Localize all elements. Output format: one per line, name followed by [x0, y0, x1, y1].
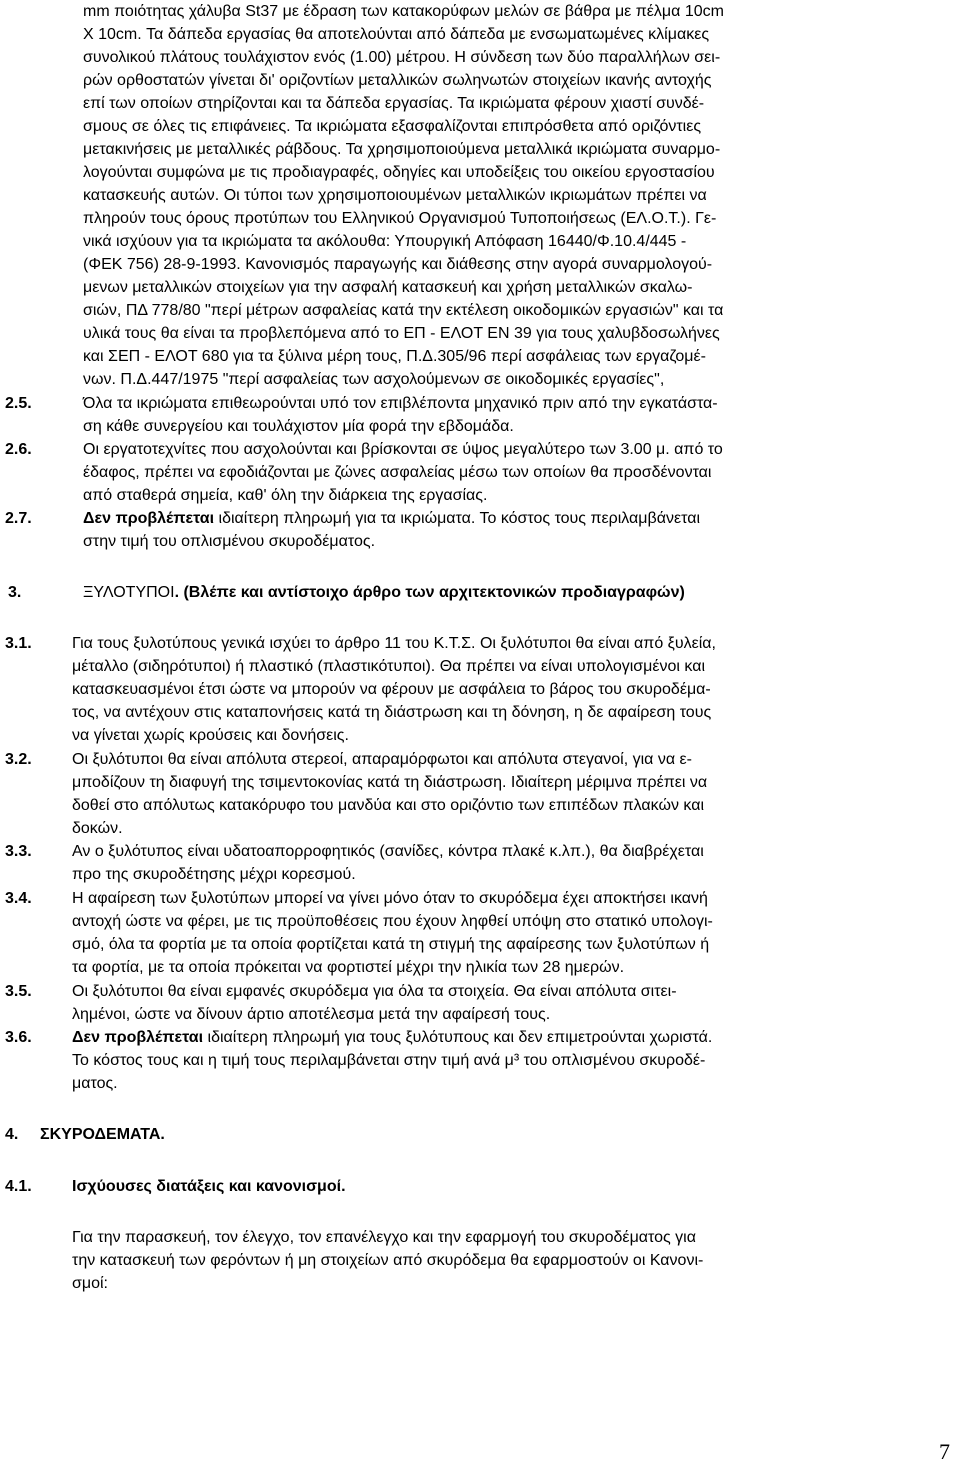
clause-line: Αν ο ξυλότυπος είναι υδατοαπορροφητικός (σανίδες, κόντρα πλακέ κ.λπ.), θα διαβρέχεται: [72, 843, 704, 860]
section-title-main: ΞΥΛΟΤΥΠΟΙ: [83, 584, 175, 601]
paragraph-line: επί των οποίων στηρίζονται και τα δάπεδα εργασίας. Τα ικριώματα φέρουν χιαστί συνδέ-: [83, 95, 705, 112]
clause-line: να γίνεται χωρίς κρούσεις και δονήσεις.: [72, 727, 349, 744]
clause-line: Η αφαίρεση των ξυλοτύπων μπορεί να γίνει μόνο όταν το σκυρόδεμα έχει αποκτήσει ικανή: [72, 890, 708, 907]
clause-line: Οι ξυλότυποι θα είναι απόλυτα στερεοί, απαραμόρφωτοι και απόλυτα στεγανοί, για να ε-: [72, 751, 692, 768]
clause-line: προ της σκυροδέτησης μέχρι κορεσμού.: [72, 866, 356, 883]
bold-lead: Δεν προβλέπεται: [72, 1029, 204, 1046]
section-title-suffix: . (Βλέπε και αντίστοιχο άρθρο των αρχιτεκτονικών προδιαγραφών): [174, 584, 685, 601]
clause-line: τος, να αντέχουν στις καταπονήσεις κατά τη διάστρωση και τη δόνηση, η δε αφαίρεση τους: [72, 704, 712, 721]
clause-number: 3.6.: [5, 1029, 32, 1046]
clause-line: μέταλλο (σιδηρότυποι) ή πλαστικό (πλαστικότυποι). Θα πρέπει να είναι υπολογισμένοι και: [72, 658, 706, 675]
clause-line: Οι ξυλότυποι θα είναι εμφανές σκυρόδεμα για όλα τα στοιχεία. Θα είναι απόλυτα σιτει-: [72, 983, 677, 1000]
paragraph-line: mm ποιότητας χάλυβα St37 με έδραση των κατακορύφων μελών σε βάθρα με πέλμα 10cm: [83, 3, 724, 20]
clause-number: 2.5.: [5, 395, 32, 412]
clause-line: [83, 507, 700, 531]
section-title: [83, 581, 685, 605]
clause-line: σμό, όλα τα φορτία με τα οποία φορτίζεται κατά τη στιγμή της αφαίρεσης των ξυλοτύπων ή: [72, 936, 710, 953]
clause-line: ση κάθε συνεργείου και τουλάχιστον μία φορά την εβδομάδα.: [83, 418, 514, 435]
clause-number: 3.2.: [5, 751, 32, 768]
clause-number: 3.3.: [5, 843, 32, 860]
paragraph-line: μετακινήσεις με μεταλλικές ράβδους. Τα χρησιμοποιούμενα μεταλλικά ικριώματα συναρμο-: [83, 141, 721, 158]
clause-number: 3.1.: [5, 635, 32, 652]
section-number: 4.: [5, 1126, 19, 1143]
paragraph-line: λογούνται συμφώνα με τις προδιαγραφές, οδηγίες και υποδείξεις του οικείου εργοστασίου: [83, 164, 715, 181]
clause-line: από σταθερά σημεία, καθ' όλη την διάρκεια της εργασίας.: [83, 487, 488, 504]
clause-number: 3.5.: [5, 983, 32, 1000]
clause-line: ματος.: [72, 1075, 118, 1092]
clause-line: τα φορτία, με τα οποία πρόκειται να φορτιστεί μέχρι την ηλικία των 28 ημερών.: [72, 959, 625, 976]
clause-number: 4.1.: [5, 1178, 32, 1195]
clause-line: λημένοι, ώστε να δίνουν άρτιο αποτέλεσμα μετά την αφαίρεσή τους.: [72, 1006, 551, 1023]
clause-number: 2.6.: [5, 441, 32, 458]
clause-line: Το κόστος τους και η τιμή τους περιλαμβάνεται στην τιμή ανά μ³ του οπλισμένου σκυροδέ-: [72, 1052, 706, 1069]
clause-line: μποδίζουν τη διαφυγή της τσιμεντοκονίας κατά τη διάστρωση. Ιδιαίτερη μέριμνα πρέπει να: [72, 774, 708, 791]
clause-line: κατασκευασμένοι έτσι ώστε να μπορούν να φέρουν με ασφάλεια το βάρος του σκυροδέμα-: [72, 681, 711, 698]
paragraph-line: νικά ισχύουν για τα ικριώματα τα ακόλουθα: Υπουργική Απόφαση 16440/Φ.10.4/445 -: [83, 233, 687, 250]
paragraph-line: (ΦΕΚ 756) 28-9-1993. Κανονισμός παραγωγής και διάθεσης στην αγορά συναρμολογού-: [83, 256, 713, 273]
clause-line: δοκών.: [72, 820, 123, 837]
clause-line: [72, 1026, 712, 1050]
section-title: ΣΚΥΡΟΔΕΜΑΤΑ.: [40, 1126, 165, 1143]
clause-line: έδαφος, πρέπει να εφοδιάζονται με ζώνες ασφαλείας μέσω των οποίων θα προσδένονται: [83, 464, 712, 481]
paragraph-line: κατασκευής αυτών. Οι τύποι των χρησιμοποιουμένων μεταλλικών ικριωμάτων πρέπει να: [83, 187, 707, 204]
lead-rest: ιδιαίτερη πληρωμή για τους ξυλότυπους και δεν επιμετρούνται χωριστά.: [203, 1029, 713, 1046]
clause-line: Όλα τα ικριώματα επιθεωρούνται υπό τον επιβλέποντα μηχανικό πριν από την εγκατάστα-: [83, 395, 718, 412]
paragraph-line: συνολικού πλάτους τουλάχιστον ενός (1.00) μέτρου. Η σύνδεση των δύο παραλλήλων σει-: [83, 49, 721, 66]
clause-number: 3.4.: [5, 890, 32, 907]
clause-number: 2.7.: [5, 510, 32, 527]
section-number: 3.: [8, 584, 22, 601]
paragraph-line: Για την παρασκευή, τον έλεγχο, τον επανέλεγχο και την εφαρμογή του σκυροδέματος για: [72, 1229, 696, 1246]
clause-line: δοθεί στο απόλυτως κατακόρυφο του μανδύα και στο οριζόντιο των επιπέδων πλακών και: [72, 797, 705, 814]
paragraph-line: υλικά τους θα είναι τα προβλεπόμενα από το ΕΠ - ΕΛΟΤ ΕΝ 39 για τους χαλυβδοσωλήνες: [83, 325, 720, 342]
paragraph-line: ρών ορθοστατών γίνεται δι' οριζοντίων μεταλλικών σωληνωτών στοιχείων ικανής αντοχής: [83, 72, 712, 89]
paragraph-line: νων. Π.Δ.447/1975 "περί ασφαλείας των ασχολούμενων σε οικοδομικές εργασίες",: [83, 371, 665, 388]
bold-lead: Δεν προβλέπεται: [83, 510, 215, 527]
paragraph-line: και ΣΕΠ - ΕΛΟΤ 680 για τα ξύλινα μέρη τους, Π.Δ.305/96 περί ασφάλειας των εργαζομέ-: [83, 348, 706, 365]
clause-line: στην τιμή του οπλισμένου σκυροδέματος.: [83, 533, 376, 550]
paragraph-line: την κατασκευή των φερόντων ή μη στοιχείων από σκυρόδεμα θα εφαρμοστούν οι Κανονι-: [72, 1252, 704, 1269]
clause-line: Οι εργατοτεχνίτες που ασχολούνται και βρίσκονται σε ύψος μεγαλύτερο των 3.00 μ. από το: [83, 441, 723, 458]
paragraph-line: X 10cm. Τα δάπεδα εργασίας θα αποτελούνται από δάπεδα με ενσωματωμένες κλίμακες: [83, 26, 710, 43]
paragraph-line: πληρούν τους όρους προτύπων του Ελληνικού Οργανισμού Τυποποιήσεως (ΕΛ.Ο.Τ.). Γε-: [83, 210, 717, 227]
paragraph-line: σιών, ΠΔ 778/80 "περί μέτρων ασφαλείας κατά την εκτέλεση οικοδομικών εργασιών" και τα: [83, 302, 724, 319]
paragraph-line: σμους σε όλες τις επιφάνειες. Τα ικριώματα εξασφαλίζονται επιπρόσθετα από οριζόντιες: [83, 118, 702, 135]
paragraph-line: σμοί:: [72, 1275, 108, 1292]
clause-line: Για τους ξυλοτύπους γενικά ισχύει το άρθρο 11 του Κ.Τ.Σ. Οι ξυλότυποι θα είναι από ξυλεία,: [72, 635, 716, 652]
page-number: 7: [939, 1439, 950, 1464]
clause-line: αντοχή ώστε να φέρει, με τις προϋποθέσεις που έχουν ληφθεί υπόψη στο στατικό υπολογι-: [72, 913, 713, 930]
lead-rest: ιδιαίτερη πληρωμή για τα ικριώματα. Το κόστος τους περιλαμβάνεται: [214, 510, 700, 527]
paragraph-line: μενων μεταλλικών στοιχείων για την ασφαλή κατασκευή και χρήση μεταλλικών σκαλω-: [83, 279, 693, 296]
clause-title: Ισχύουσες διατάξεις και κανονισμοί.: [72, 1178, 346, 1195]
